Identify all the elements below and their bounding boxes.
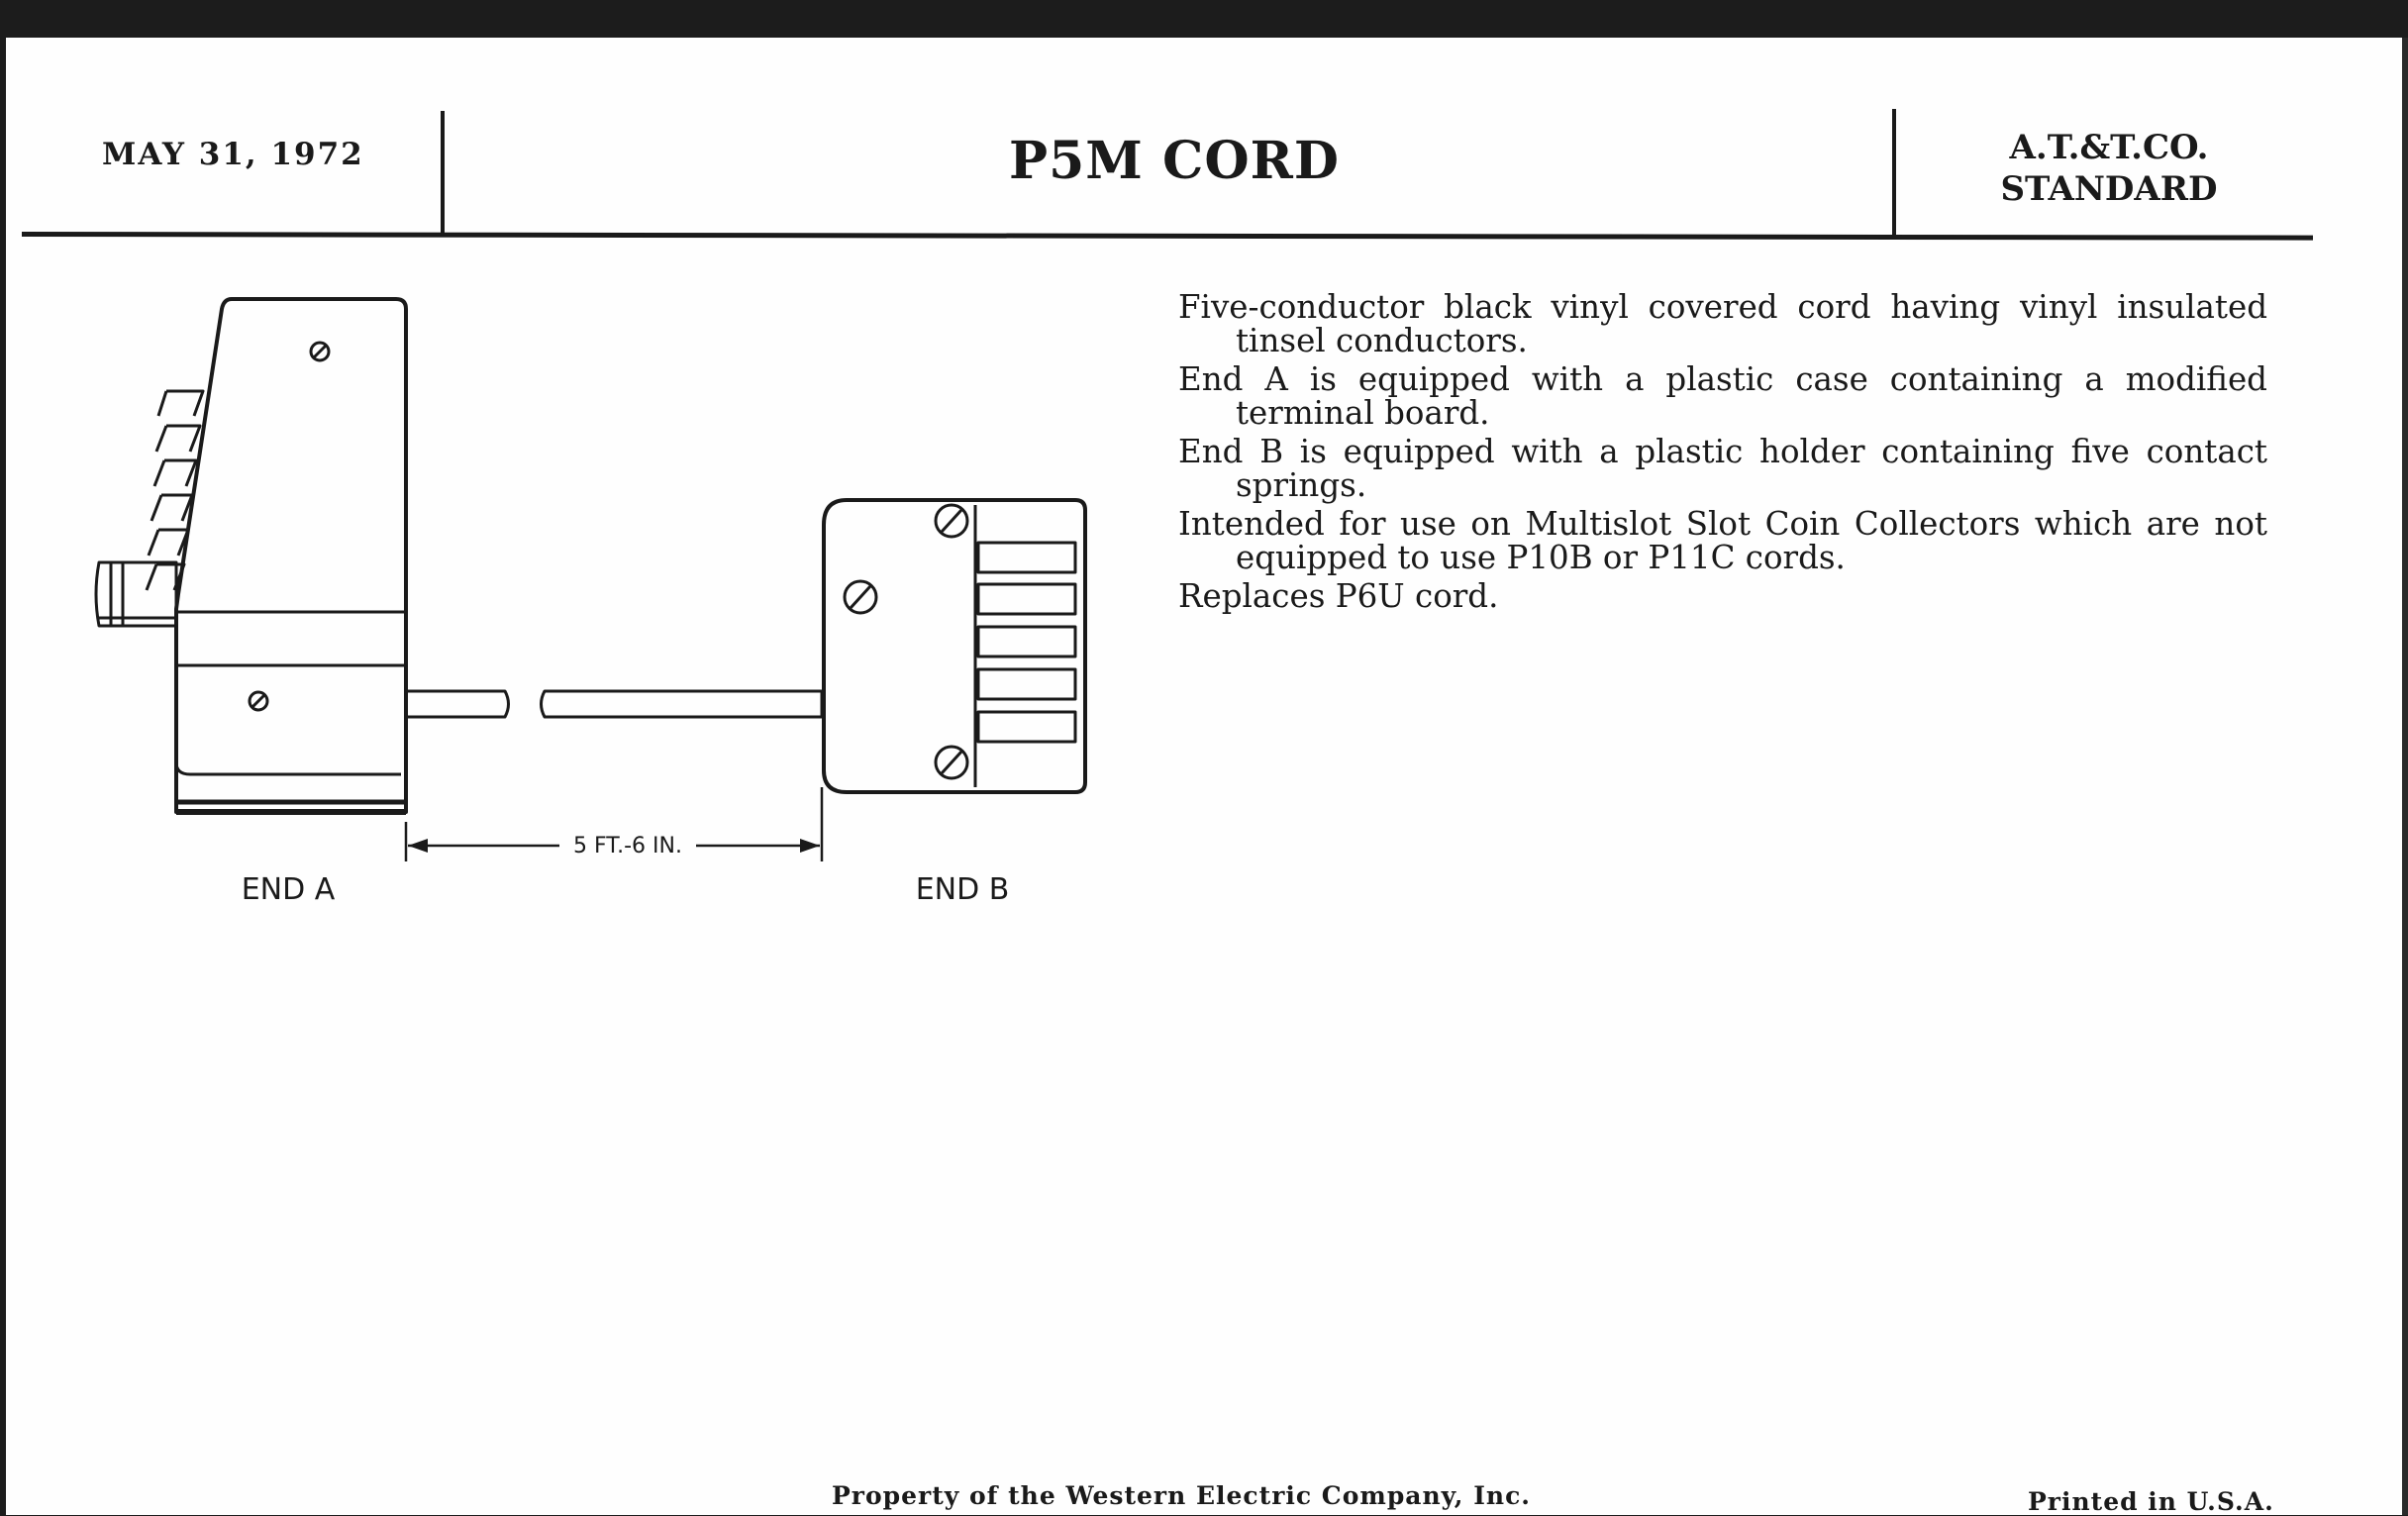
- description-paragraph: Replaces P6U cord.: [1178, 577, 1499, 615]
- description-paragraph: Intended for use on Multislot Slot Coin Collectors which are not equipped to use P10B or P11C cords.: [1178, 505, 2267, 576]
- footer-printed: Printed in U.S.A.: [2028, 1487, 2274, 1516]
- description: [1178, 290, 2267, 618]
- end-a-label: END A: [241, 872, 336, 907]
- document-title: P5M CORD: [1009, 131, 1340, 191]
- end-b-label: END B: [915, 872, 1010, 907]
- description-paragraph: End B is equipped with a plastic holder containing five contact springs.: [1178, 433, 2267, 504]
- end-a-case: [96, 299, 406, 812]
- footer-property: Property of the Western Electric Company, Inc.: [832, 1481, 1532, 1510]
- standard-line-2: STANDARD: [2000, 169, 2218, 209]
- standard-line-1: A.T.&T.CO.: [2009, 128, 2209, 167]
- end-b-holder: [824, 500, 1085, 792]
- cord: [406, 691, 822, 717]
- issue-date: MAY 31, 1972: [102, 137, 364, 172]
- description-paragraph: End A is equipped with a plastic case containing a modified terminal board.: [1178, 360, 2267, 432]
- description-paragraph: Five-conductor black vinyl covered cord having vinyl insulated tinsel conductors.: [1178, 288, 2267, 359]
- length-label: 5 FT.-6 IN.: [573, 834, 682, 859]
